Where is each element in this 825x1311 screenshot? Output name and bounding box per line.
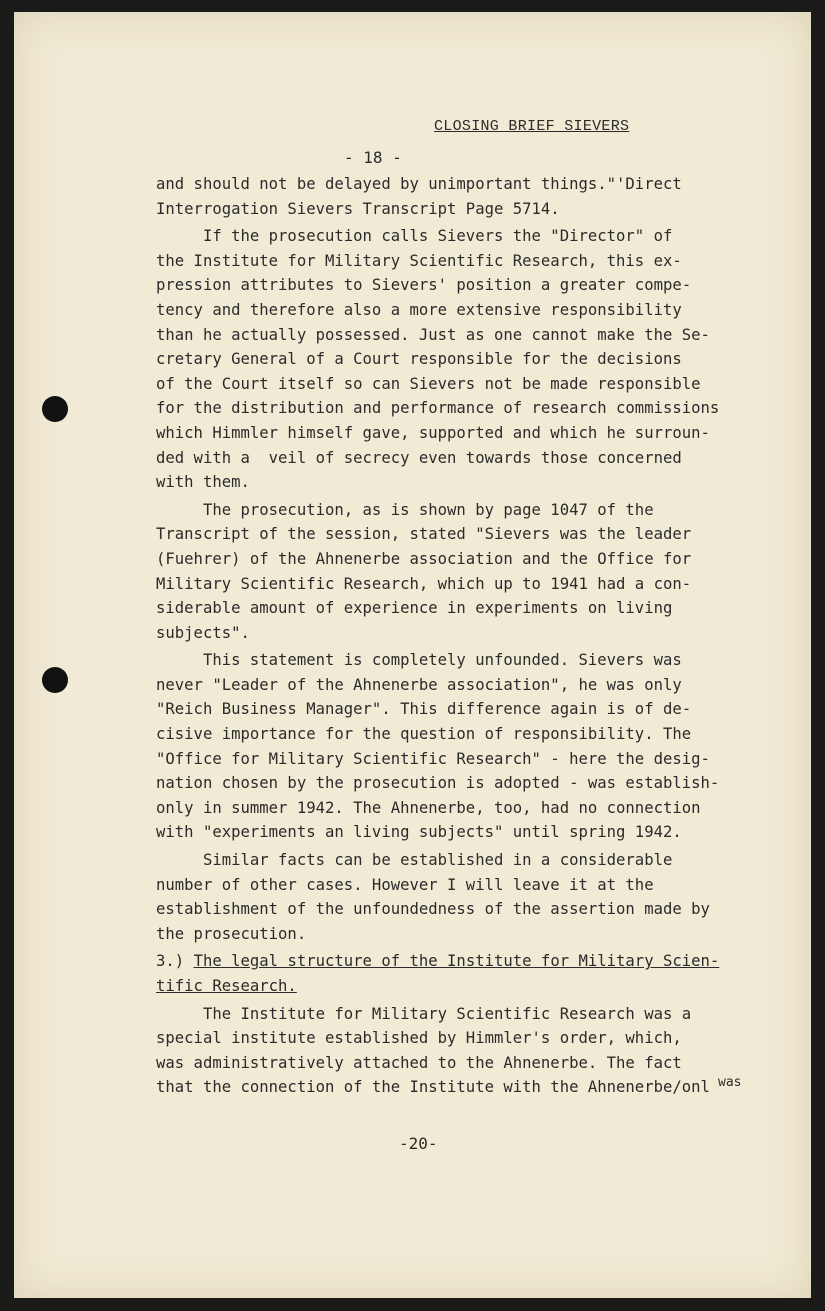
- text-line: with "experiments an living subjects" until spring 1942.: [156, 823, 682, 842]
- text-line: (Fuehrer) of the Ahnenerbe association and the Office for: [156, 549, 692, 568]
- text-line: that the connection of the Institute with the Ahnenerbe/onl: [156, 1078, 710, 1097]
- text-line: pression attributes to Sievers' position a greater compe-: [156, 276, 692, 295]
- text-line: The prosecution, as is shown by page 1047 of the: [156, 500, 654, 519]
- page-number-bottom: -20-: [399, 1134, 438, 1153]
- text-line: special institute established by Himmler's order, which,: [156, 1029, 682, 1048]
- text-line: siderable amount of experience in experiments on living: [156, 599, 673, 618]
- document-page: [14, 12, 811, 1298]
- text-line: tific Research.: [156, 977, 297, 995]
- text-line: "Office for Military Scientific Research" - here the desig-: [156, 749, 710, 768]
- punch-hole-top: [42, 396, 68, 422]
- text-line: nation chosen by the prosecution is adopted - was establish-: [156, 774, 720, 793]
- text-line: number of other cases. However I will leave it at the: [156, 875, 654, 894]
- document-header: CLOSING BRIEF SIEVERS: [434, 118, 630, 135]
- text-line: of the Court itself so can Sievers not be made responsible: [156, 374, 701, 393]
- text-line: Interrogation Sievers Transcript Page 5714.: [156, 199, 560, 218]
- text-line: ded with a veil of secrecy even towards those concerned: [156, 448, 682, 467]
- punch-hole-bottom: [42, 667, 68, 693]
- text-line: the prosecution.: [156, 924, 307, 943]
- text-line: with them.: [156, 473, 250, 492]
- text-line: Similar facts can be established in a considerable: [156, 851, 673, 870]
- text-line: and should not be delayed by unimportant things."'Direct: [156, 175, 682, 193]
- text-line: never "Leader of the Ahnenerbe association", he was only: [156, 675, 682, 694]
- text-line: establishment of the unfoundedness of the assertion made by: [156, 900, 710, 919]
- text-line: only in summer 1942. The Ahnenerbe, too, had no connection: [156, 798, 701, 817]
- page-number-top: - 18 -: [344, 148, 402, 167]
- text-line: subjects".: [156, 623, 250, 642]
- text-line: cretary General of a Court responsible for the decisions: [156, 350, 682, 369]
- text-line: cisive importance for the question of responsibility. The: [156, 725, 692, 744]
- text-line: Military Scientific Research, which up to 1941 had a con-: [156, 574, 692, 593]
- body-text: [156, 172, 796, 1100]
- text-line: tency and therefore also a more extensive responsibility: [156, 300, 682, 319]
- text-line: If the prosecution calls Sievers the "Director" of: [156, 227, 673, 246]
- text-line: "Reich Business Manager". This difference again is of de-: [156, 700, 692, 719]
- text-line: which Himmler himself gave, supported and which he surroun-: [156, 423, 710, 442]
- text-line: 3.) The legal structure of the Institute for Military Scien-: [156, 952, 720, 971]
- text-line: the Institute for Military Scientific Research, this ex-: [156, 251, 682, 270]
- text-line: This statement is completely unfounded. Sievers was: [156, 651, 682, 670]
- text-line: for the distribution and performance of research commissions: [156, 399, 720, 418]
- text-line: The Institute for Military Scientific Research was a: [156, 1004, 692, 1023]
- text-line: than he actually possessed. Just as one cannot make the Se-: [156, 325, 710, 344]
- inserted-word: was: [718, 1075, 742, 1090]
- text-line: Transcript of the session, stated "Sievers was the leader: [156, 525, 692, 544]
- text-line: was administratively attached to the Ahnenerbe. The fact: [156, 1053, 682, 1072]
